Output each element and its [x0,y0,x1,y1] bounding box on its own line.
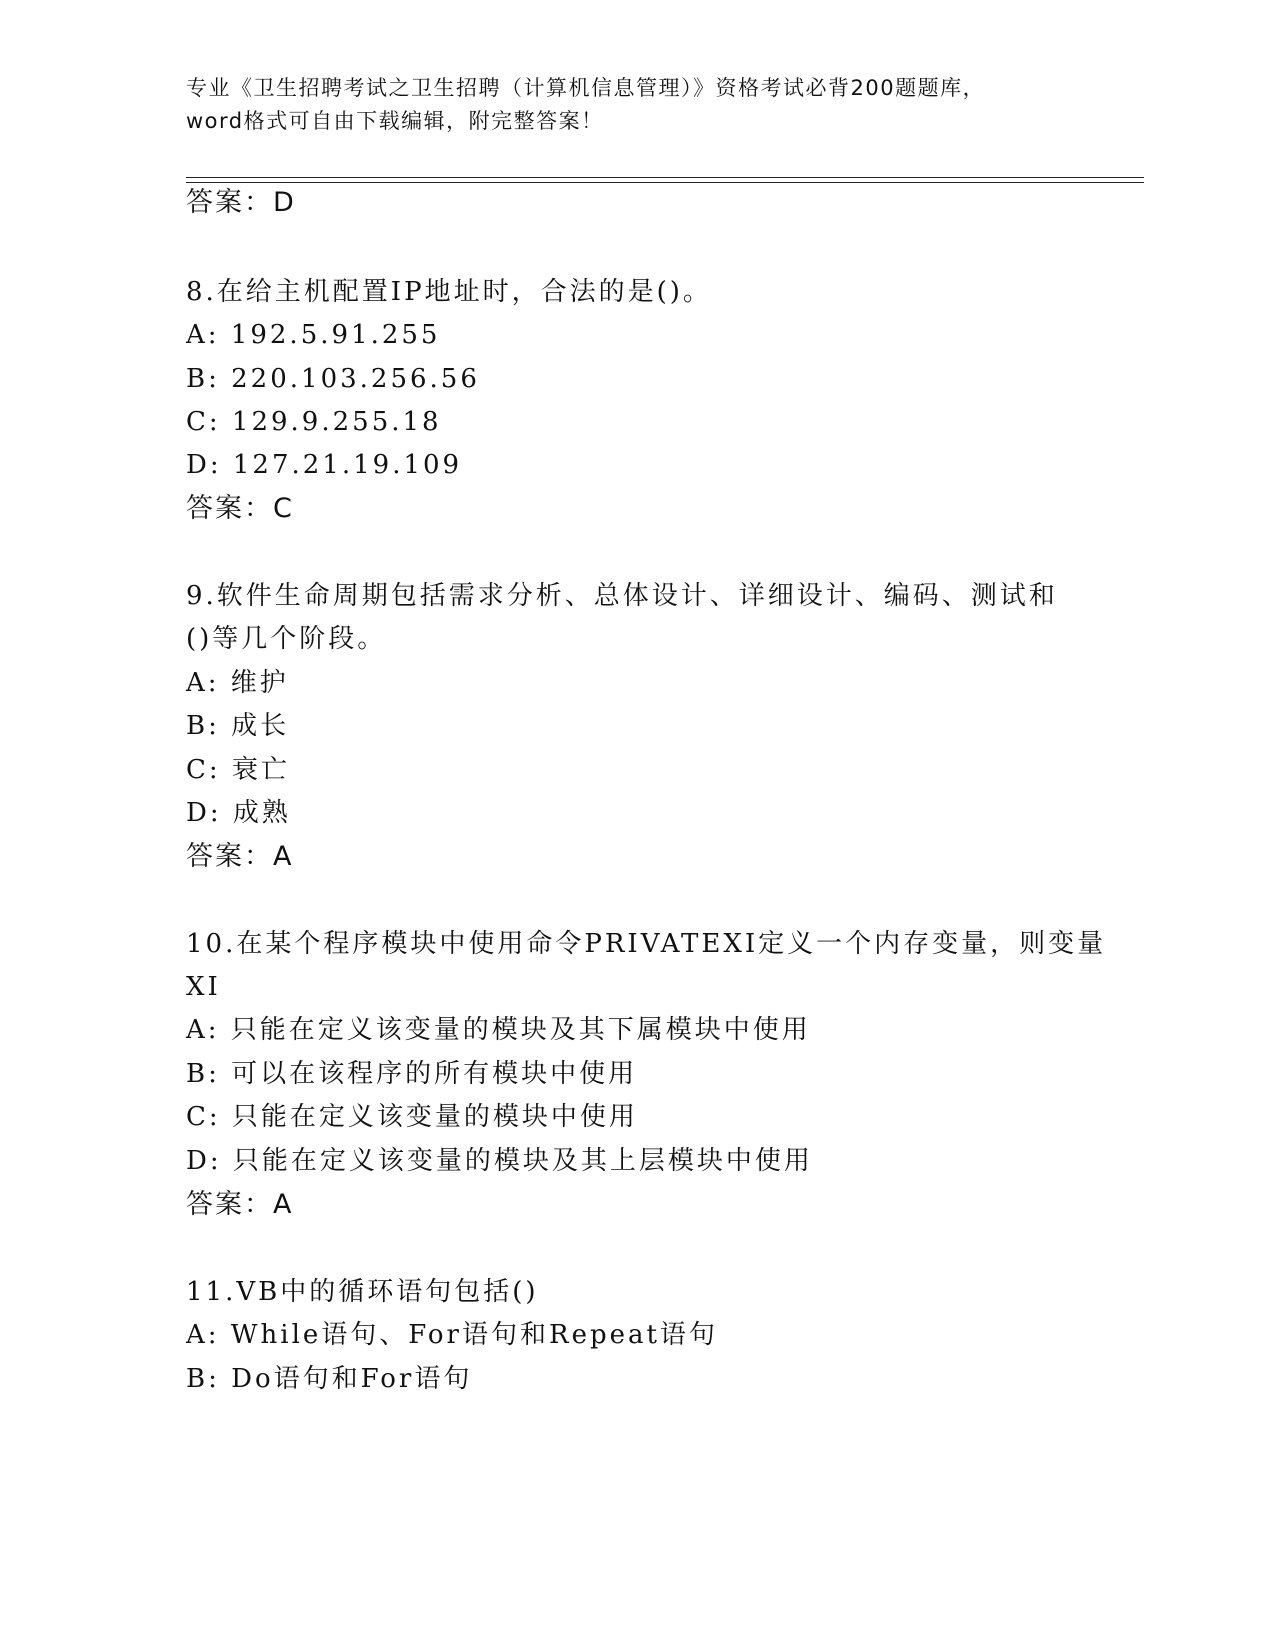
q11-stem: 11.VB中的循环语句包括() [186,1277,539,1307]
document-header [186,72,1086,138]
q10-stem-line-2: XI [186,972,221,1002]
header-line-1: 专业《卫生招聘考试之卫生招聘（计算机信息管理）》资格考试必背200题题库， [186,76,986,100]
q9-stem-line-2: ()等几个阶段。 [186,624,387,654]
q8-option-b: B: 220.103.256.56 [186,364,480,394]
q9-option-c: C: 衰亡 [186,755,290,785]
q10-option-c: C: 只能在定义该变量的模块中使用 [186,1102,638,1132]
q8-option-a: A: 192.5.91.255 [186,320,441,350]
q8-option-d: D: 127.21.19.109 [186,450,463,480]
header-divider-bottom [186,182,1144,183]
q10-option-a: A: 只能在定义该变量的模块及其下属模块中使用 [186,1015,811,1045]
q8-stem: 8.在给主机配置IP地址时，合法的是()。 [186,277,712,307]
q8-answer: 答案：C [186,493,294,524]
q9-stem-line-1: 9.软件生命周期包括需求分析、总体设计、详细设计、编码、测试和 [186,581,1058,611]
q10-option-b: B: 可以在该程序的所有模块中使用 [186,1059,638,1089]
header-divider-top [186,177,1144,178]
q8-option-c: C: 129.9.255.18 [186,407,442,437]
q10-answer: 答案：A [186,1189,294,1220]
q9-option-a: A: 维护 [186,668,289,698]
q11-option-b: B: Do语句和For语句 [186,1364,473,1394]
q9-option-d: D: 成熟 [186,798,291,828]
answer-prev: 答案：D [186,187,296,218]
q11-option-a: A: While语句、For语句和Repeat语句 [186,1320,718,1350]
header-line-2: word格式可自由下载编辑，附完整答案！ [186,109,604,133]
q9-option-b: B: 成长 [186,711,290,741]
q9-answer: 答案：A [186,841,294,872]
q10-option-d: D: 只能在定义该变量的模块及其上层模块中使用 [186,1146,813,1176]
q10-stem-line-1: 10.在某个程序模块中使用命令PRIVATEXI定义一个内存变量，则变量 [186,929,1107,959]
